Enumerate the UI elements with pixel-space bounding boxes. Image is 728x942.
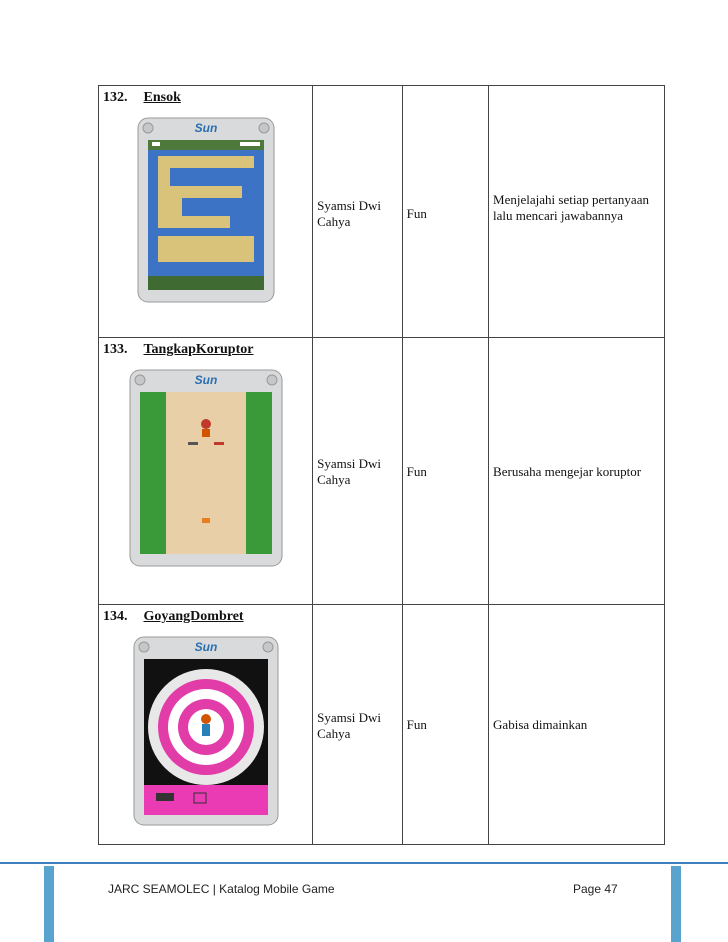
- game-cell: [99, 86, 313, 338]
- game-title: [103, 609, 312, 625]
- author: Syamsi Dwi Cahya: [317, 710, 382, 741]
- game-title: [103, 342, 312, 358]
- table-row: [99, 338, 665, 605]
- author-cell: [313, 338, 402, 605]
- game-cell: [99, 605, 313, 845]
- game-title: [103, 90, 312, 106]
- author-cell: [313, 86, 402, 338]
- phone-screenshot-goyangdombret: [132, 635, 280, 827]
- svg-text:Sun: Sun: [194, 640, 217, 654]
- table-row: [99, 605, 665, 845]
- genre: Fun: [406, 464, 427, 479]
- game-number: 134.: [103, 609, 128, 624]
- page-number: Page 47: [573, 882, 618, 896]
- description: Menjelajahi setiap pertanyaan lalu mencari jawabannya: [493, 192, 649, 223]
- game-catalog-table: [98, 85, 665, 845]
- description-cell: [489, 86, 665, 338]
- description-cell: [489, 605, 665, 845]
- table-row: [99, 86, 665, 338]
- game-name: GoyangDombret: [143, 609, 244, 624]
- phone-screenshot-tangkapkoruptor: [128, 368, 284, 568]
- description: Berusaha mengejar koruptor: [493, 464, 642, 479]
- description-cell: [489, 338, 665, 605]
- game-cell: [99, 338, 313, 605]
- author: Syamsi Dwi Cahya: [317, 198, 382, 229]
- genre-cell: [402, 338, 488, 605]
- svg-text:Sun: Sun: [194, 121, 217, 135]
- game-name: Ensok: [143, 90, 181, 105]
- game-number: 132.: [103, 90, 128, 105]
- game-name: TangkapKoruptor: [143, 342, 254, 357]
- footer-title: JARC SEAMOLEC | Katalog Mobile Game: [108, 882, 335, 896]
- footer-divider: [0, 862, 728, 864]
- phone-screenshot-ensok: [136, 116, 276, 304]
- game-number: 133.: [103, 342, 128, 357]
- description: Gabisa dimainkan: [493, 717, 588, 732]
- author-cell: [313, 605, 402, 845]
- genre: Fun: [406, 717, 427, 732]
- footer-accent-right: [671, 866, 681, 942]
- svg-text:Sun: Sun: [194, 373, 217, 387]
- author: Syamsi Dwi Cahya: [317, 456, 382, 487]
- genre-cell: [402, 86, 488, 338]
- genre-cell: [402, 605, 488, 845]
- footer-accent-left: [44, 866, 54, 942]
- genre: Fun: [406, 206, 427, 221]
